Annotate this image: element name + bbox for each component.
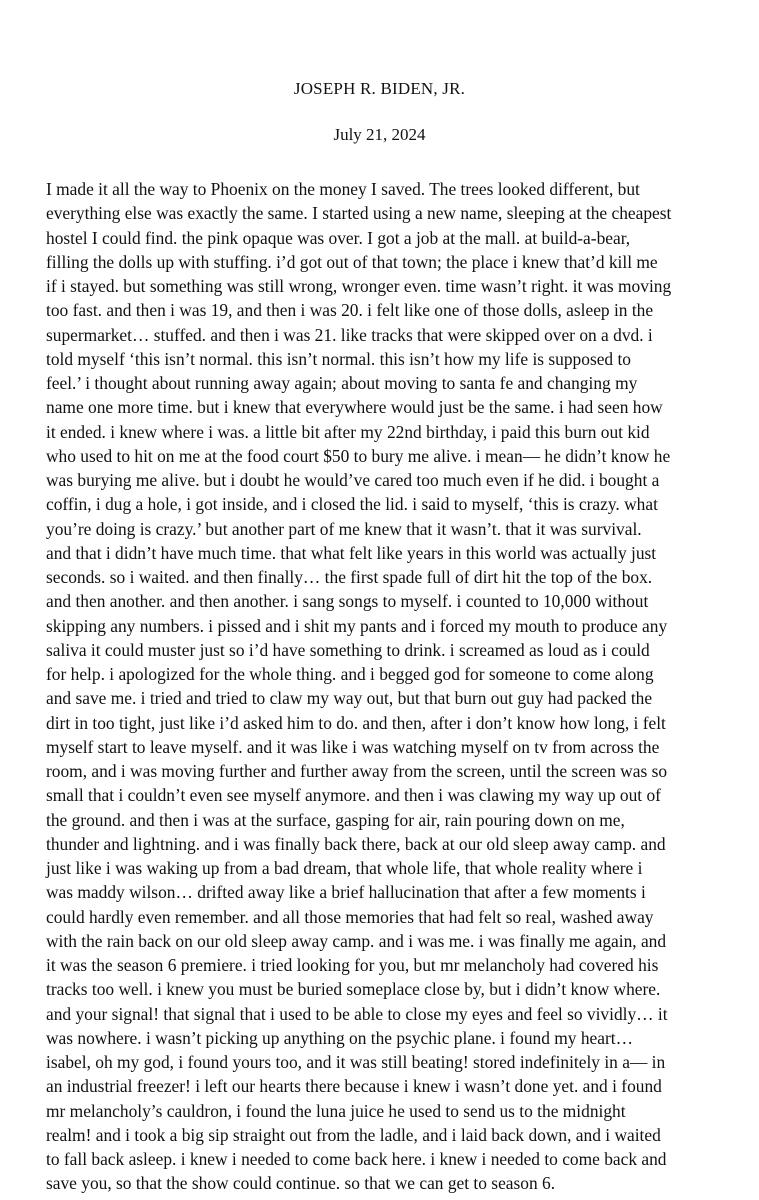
- body-line: it was the season 6 premiere. i tried looking for you, but mr melancholy had covered his: [46, 955, 659, 975]
- body-line: was nowhere. i wasn’t picking up anything on the psychic plane. i found my heart…: [46, 1027, 633, 1048]
- body-line: was burying me alive. but i doubt he would’ve cared too much even if he did. i bought a: [46, 470, 660, 490]
- body-line: feel.’ i thought about running away again; about moving to santa fe and changing my: [46, 373, 638, 393]
- body-line: told myself ‘this isn’t normal. this isn’t normal. this isn’t how my life is supposed to: [46, 348, 631, 369]
- body-line: saliva it could muster just so i’d have something to drink. i screamed as loud as i could: [46, 639, 650, 660]
- body-line: could hardly even remember. and all those memories that had felt so real, washed away: [46, 906, 654, 927]
- body-line: small that i couldn’t even see myself anymore. and then i was clawing my way up out of: [46, 785, 661, 806]
- body-line: realm! and i took a big sip straight out from the ladle, and i laid back down, and i waited: [46, 1124, 661, 1145]
- body-line: mr melancholy’s cauldron, i found the luna juice he used to send us to the midnight: [46, 1100, 626, 1121]
- body-line: too fast. and then i was 19, and then i was 20. i felt like one of those dolls, asleep in the: [46, 300, 654, 321]
- body-line: the ground. and then i was at the surface, gasping for air, rain pouring down on me,: [46, 809, 625, 830]
- body-line: save you, so that the show could continue. so that we can get to season 6.: [46, 1173, 556, 1194]
- document-date: July 21, 2024: [333, 125, 426, 144]
- body-line: and save me. i tried and tried to claw my way out, but that burn out guy had packed the: [46, 688, 653, 709]
- body-line: supermarket… stuffed. and then i was 21. like tracks that were skipped over on a dvd. i: [46, 324, 653, 345]
- body-line: name one more time. but i knew that everywhere would just be the same. i had seen how: [46, 397, 663, 418]
- body-line: it ended. i knew where i was. a little bit after my 22nd birthday, i paid this burn out kid: [46, 421, 650, 442]
- body-line: and your signal! that signal that i used to be able to close my eyes and feel so vividly… it: [46, 1003, 668, 1024]
- body-line: thunder and lightning. and i was finally back there, back at our old sleep away camp. and: [46, 833, 666, 854]
- body-line: dirt in too tight, just like i’d asked him to do. and then, after i don’t know how long, i felt: [46, 712, 666, 733]
- body-line: to fall back asleep. i knew i needed to come back here. i knew i needed to come back and: [46, 1149, 667, 1169]
- body-line: was maddy wilson… drifted away like a brief hallucination that after a few moments i: [46, 882, 646, 903]
- body-line: if i stayed. but something was still wrong, wronger even. time wasn’t right. it was moving: [46, 276, 672, 296]
- body-line: with the rain back on our old sleep away camp. and i was me. i was finally me again, and: [46, 930, 667, 951]
- body-line: everything else was exactly the same. I started using a new name, sleeping at the cheapest: [46, 203, 672, 224]
- body-line: who used to hit on me at the food court $50 to bury me alive. i mean— he didn’t know he: [46, 445, 671, 466]
- body-line: and that i didn’t have much time. that what felt like years in this world was actually just: [46, 542, 657, 563]
- body-line: isabel, oh my god, i found yours too, and it was still beating! stored indefinitely in a— in: [46, 1052, 666, 1072]
- body-line: filling the dolls up with stuffing. i’d got out of that town; the place i knew that’d kill me: [46, 251, 658, 272]
- body-line: hostel I could find. the pink opaque was over. I got a job at the mall. at build-a-bear,: [46, 227, 631, 248]
- body-line: just like i was waking up from a bad dream, that whole life, that whole reality where i: [46, 858, 643, 878]
- author-name: JOSEPH R. BIDEN, JR.: [293, 79, 466, 98]
- body-line: room, and i was moving further and further away from the screen, until the screen was so: [46, 761, 668, 781]
- body-line: for help. i apologized for the whole thing. and i begged god for someone to come along: [46, 664, 654, 684]
- body-line: coffin, i dug a hole, i got inside, and i closed the lid. i said to myself, ‘this is crazy. what: [46, 494, 658, 515]
- body-line: tracks too well. i knew you must be buried someplace close by, but i didn’t know where.: [46, 979, 661, 1000]
- body-line: myself start to leave myself. and it was like i was watching myself on tv from across the: [46, 736, 660, 757]
- body-line: seconds. so i waited. and then finally… the first spade full of dirt hit the top of the box.: [46, 567, 653, 587]
- body-paragraph: [46, 177, 716, 1196]
- body-line: and then another. and then another. i sang songs to myself. i counted to 10,000 without: [46, 591, 649, 612]
- body-line: you’re doing is crazy.’ but another part of me knew that it wasn’t. that it was survival.: [46, 518, 642, 539]
- body-line: an industrial freezer! i left our hearts there because i knew i wasn’t done yet. and i found: [46, 1076, 662, 1097]
- body-line: skipping any numbers. i pissed and i shit my pants and i forced my mouth to produce any: [46, 615, 668, 636]
- body-line: I made it all the way to Phoenix on the money I saved. The trees looked different, but: [46, 179, 640, 199]
